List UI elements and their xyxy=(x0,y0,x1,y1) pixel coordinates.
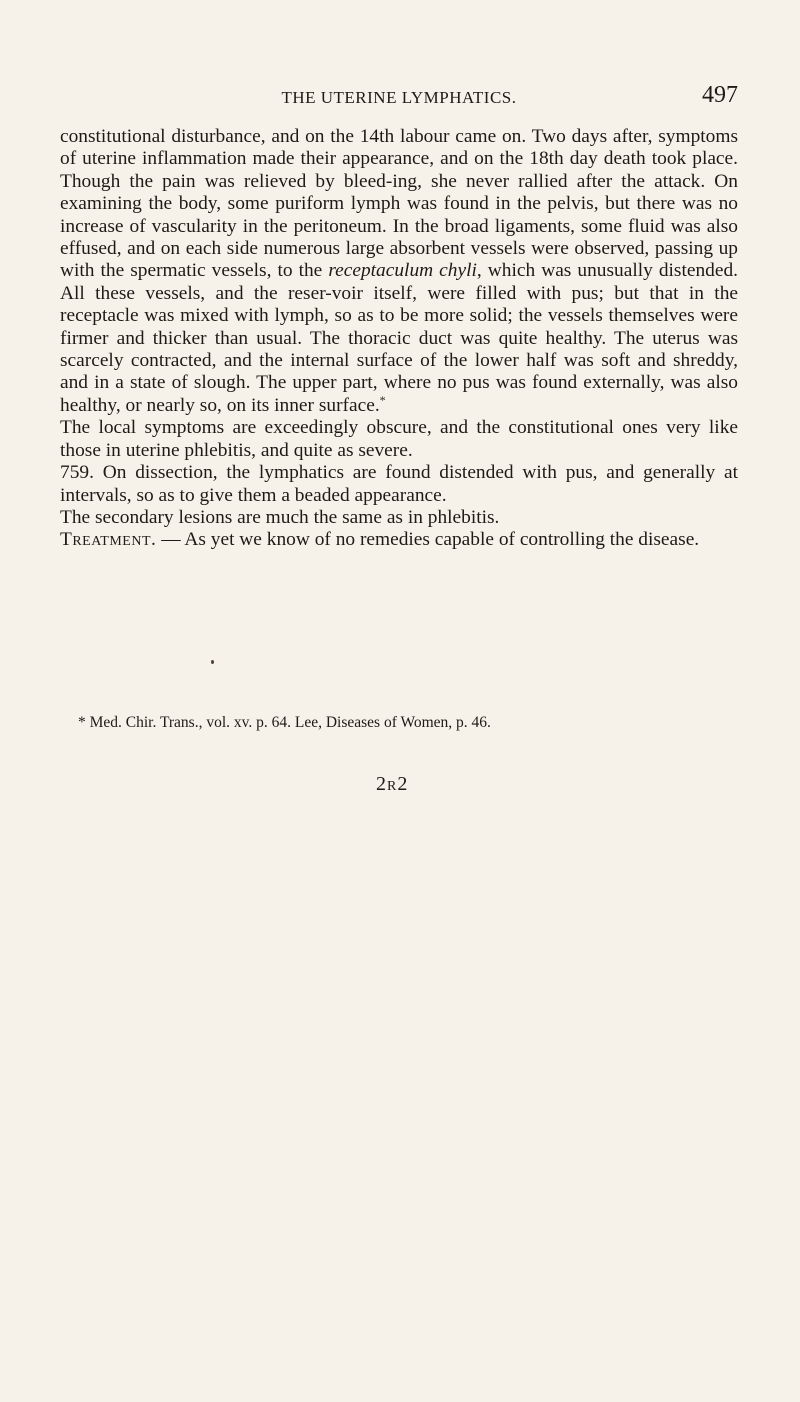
footnote: * Med. Chir. Trans., vol. xv. p. 64. Lee, Diseases of Women, p. 46. xyxy=(78,714,491,731)
paragraph-case-report: constitutional disturbance, and on the 14th labour came on. Two days after, symptoms of uterine inflammation made their appearance, and on the 18th day death took place. Though the pain was relieved by bleed-ing, she never rallied after the attack. On examining the body, some puriform lymph was found in the pelvis, but there was no increase of vascularity in the peritoneum. In the broad ligaments, some fluid was also effused, and on each side numerous large absorbent vessels were observed, passing up with the spermatic vessels, to the receptaculum chyli, which was unusually distended. All these vessels, and the reser-voir itself, were filled with pus; but that in the receptacle was mixed with lymph, so as to be more solid; the vessels themselves were firmer and thicker than usual. The thoracic duct was quite healthy. The uterus was scarcely contracted, and the internal surface of the lower half was soft and shreddy, and in a state of slough. The upper part, where no pus was found externally, was also healthy, or nearly so, on its inner surface.* xyxy=(60,126,738,416)
running-title: THE UTERINE LYMPHATICS. xyxy=(281,88,517,107)
paragraph-secondary-lesions: The secondary lesions are much the same as in phlebitis. xyxy=(60,506,500,528)
page-number: 497 xyxy=(702,82,738,108)
print-speck xyxy=(211,660,214,664)
paragraph-treatment: Treatment. — As yet we know of no remedies capable of controlling the disease. xyxy=(60,529,700,551)
book-page: THE UTERINE LYMPHATICS. 497 constitutional disturbance, and on the 14th labour came on. Two days after, symptoms of uterine inflammation made their appearance, and on the 18th day death took place. Though the pain was relieved by bleed-ing, she never rallied after the attack. On examining the body, some puriform lymph was found in the pelvis, but there was no increase of vascularity in the peritoneum. In the broad ligaments, some fluid was also effused, and on each side numerous large absorbent vessels were observed, passing up with the spermatic vessels, to the receptaculum chyli, which was unusually distended. All these vessels, and the reser-voir itself, were filled with pus; but that in the receptacle was mixed with lymph, so as to be more solid; the vessels themselves were firmer and thicker than usual. The thoracic duct was quite healthy. The uterus was scarcely contracted, and the internal surface of the lower half was soft and shreddy, and in a state of slough. The upper part, where no pus was found externally, was also healthy, or nearly so, on its inner surface.* The local symptoms are exceedingly obscure, and the constitutional ones very like those in uterine phlebitis, and quite as severe. 759. On dissection, the lymphatics are found distended with pus, and generally at intervals, so as to give them a beaded appearance. The secondary lesions are much the same as in phlebitis. Treatment. — As yet we know of no remedies capable of controlling the disease. * Med. Chir. Trans., vol. xv. p. 64. Lee, Diseases of Women, p. 46. 2R2 xyxy=(60,82,738,795)
body-text xyxy=(60,126,738,552)
latin-term: receptaculum chyli xyxy=(328,260,477,282)
running-head xyxy=(60,82,738,112)
paragraph-dissection: 759. On dissection, the lymphatics are found distended with pus, and generally at intervals, so as to give them a beaded appearance. xyxy=(60,462,738,506)
footnote-mark: * xyxy=(379,392,386,407)
treatment-heading: Treatment. xyxy=(60,529,157,551)
paragraph-symptoms: The local symptoms are exceedingly obscure, and the constitutional ones very like those in uterine phlebitis, and quite as severe. xyxy=(60,417,738,461)
